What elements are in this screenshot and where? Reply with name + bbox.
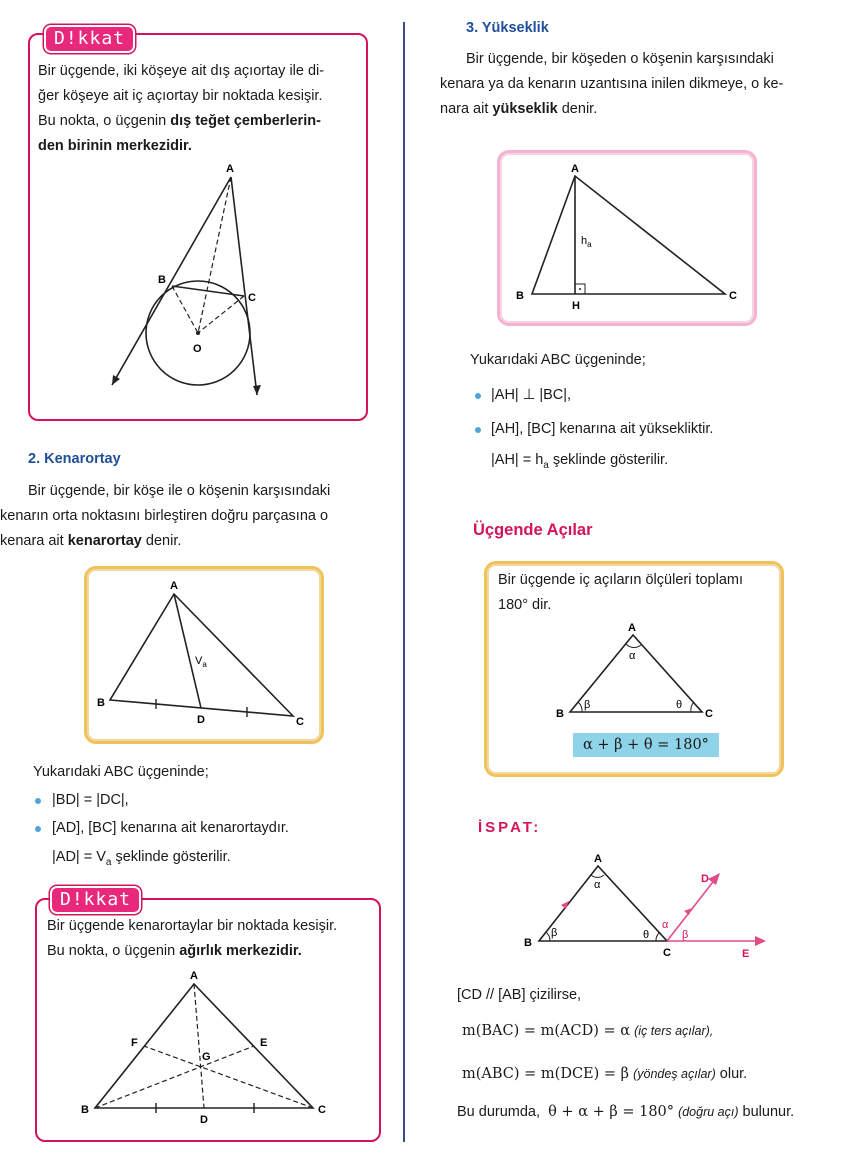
- label-C: C: [296, 716, 304, 728]
- label-B: B: [556, 708, 564, 718]
- label-G: G: [202, 1051, 211, 1063]
- label-beta-ext: β: [682, 929, 689, 941]
- altitude-note: $|AH| = h_a$ şeklinde gösterilir.: [491, 452, 669, 471]
- bullet-dot: [35, 826, 41, 832]
- proof-equation-2: m(ABC) = m(DCE) = β (yöndeş açılar) olur.: [462, 1066, 748, 1082]
- proof-figure: [512, 848, 782, 968]
- proof-equation-1: m(BAC) = m(ACD) = α (iç ters açılar),: [462, 1023, 714, 1039]
- label-A: A: [628, 622, 636, 634]
- label-A: A: [226, 163, 234, 175]
- label-B: B: [524, 937, 532, 949]
- section-heading-ispat: İSPAT:: [478, 819, 542, 836]
- label-Va: $V_a$: [195, 655, 207, 669]
- label-E: E: [260, 1037, 268, 1049]
- label-theta: θ: [676, 699, 683, 711]
- label-B: B: [158, 274, 166, 286]
- label-B: B: [516, 290, 524, 302]
- label-theta: θ: [643, 929, 650, 941]
- label-C: C: [705, 708, 713, 718]
- label-D: D: [200, 1114, 208, 1126]
- label-C: C: [729, 290, 737, 302]
- excircle-figure: [100, 160, 280, 400]
- dikkat-tab: D!kkat: [44, 25, 135, 53]
- section-heading-acilar: Üçgende Açılar: [473, 521, 593, 539]
- centroid-figure: [78, 966, 338, 1128]
- label-beta: β: [551, 927, 558, 939]
- median-note: $|AD| = V_a$ şeklinde gösterilir.: [52, 849, 231, 868]
- section-heading-yukseklik: 3. Yükseklik: [466, 20, 549, 36]
- label-ha: $h_a$: [581, 235, 592, 249]
- label-B: B: [81, 1104, 89, 1116]
- proof-conclusion: Bu durumda, θ + α + β = 180° (doğru açı) bulunur.: [457, 1104, 795, 1120]
- label-A: A: [571, 163, 579, 175]
- section-heading-kenarortay: 2. Kenarortay: [28, 451, 121, 467]
- centroid-text: Bir üçgende kenarortaylar bir noktada kesişir. Bu nokta, o üçgenin ağırlık merkezidir.: [47, 918, 338, 959]
- label-A: A: [190, 970, 198, 982]
- yukseklik-definition: Bir üçgende, bir köşeden o köşenin karşısındaki kenara ya da kenarın uzantısına inilen dikmeye, o ke- nara ait yükseklik denir.: [440, 51, 784, 117]
- angle-sum-formula: α + β + θ = 180°: [573, 733, 719, 757]
- label-F: F: [131, 1037, 138, 1049]
- dikkat-tab: D!kkat: [50, 886, 141, 914]
- altitude-bullet-1: |AH| ⊥ |BC|,: [491, 387, 572, 403]
- bullet-dot: [35, 798, 41, 804]
- angle-sum-figure: [550, 618, 720, 718]
- label-C: C: [663, 947, 671, 959]
- altitude-intro: Yukarıdaki ABC üçgeninde;: [470, 352, 646, 368]
- label-A: A: [594, 853, 602, 865]
- label-E: E: [742, 948, 750, 960]
- bullet-dot: [475, 393, 481, 399]
- label-A: A: [170, 580, 178, 592]
- median-figure: [90, 572, 315, 734]
- label-beta: β: [584, 699, 591, 711]
- altitude-figure: [505, 158, 745, 314]
- label-alpha-ext: α: [662, 919, 669, 931]
- median-bullet-1: |BD| = |DC|,: [52, 792, 129, 808]
- label-O: O: [193, 343, 202, 355]
- label-H: H: [572, 300, 580, 312]
- proof-given: [CD // [AB] çizilirse,: [457, 987, 582, 1003]
- label-D: D: [197, 714, 205, 726]
- bullet-dot: [475, 427, 481, 433]
- excircle-text: Bir üçgende, iki köşeye ait dış açıortay ile di- ğer köşeye ait iç açıortay bir noktada kesişir. Bu nokta, o üçgenin dış teğet çemberlerin- den birinin merkezidir.: [38, 63, 325, 154]
- label-C: C: [248, 292, 256, 304]
- label-alpha: α: [629, 650, 636, 662]
- median-intro: Yukarıdaki ABC üçgeninde;: [33, 764, 209, 780]
- angle-sum-text: Bir üçgende iç açıların ölçüleri toplamı 180° dir.: [498, 572, 744, 613]
- kenarortay-definition: Bir üçgende, bir köşe ile o köşenin karşısındaki kenarın orta noktasını birleştiren doğru parçasına o kenara ait kenarortay denir.: [0, 483, 331, 549]
- label-B: B: [97, 697, 105, 709]
- column-divider: [403, 22, 405, 1142]
- altitude-bullet-2: [AH], [BC] kenarına ait yüksekliktir.: [491, 421, 714, 437]
- median-bullet-2: [AD], [BC] kenarına ait kenarortaydır.: [52, 820, 289, 836]
- label-alpha: α: [594, 879, 601, 891]
- label-D: D: [701, 873, 709, 885]
- label-C: C: [318, 1104, 326, 1116]
